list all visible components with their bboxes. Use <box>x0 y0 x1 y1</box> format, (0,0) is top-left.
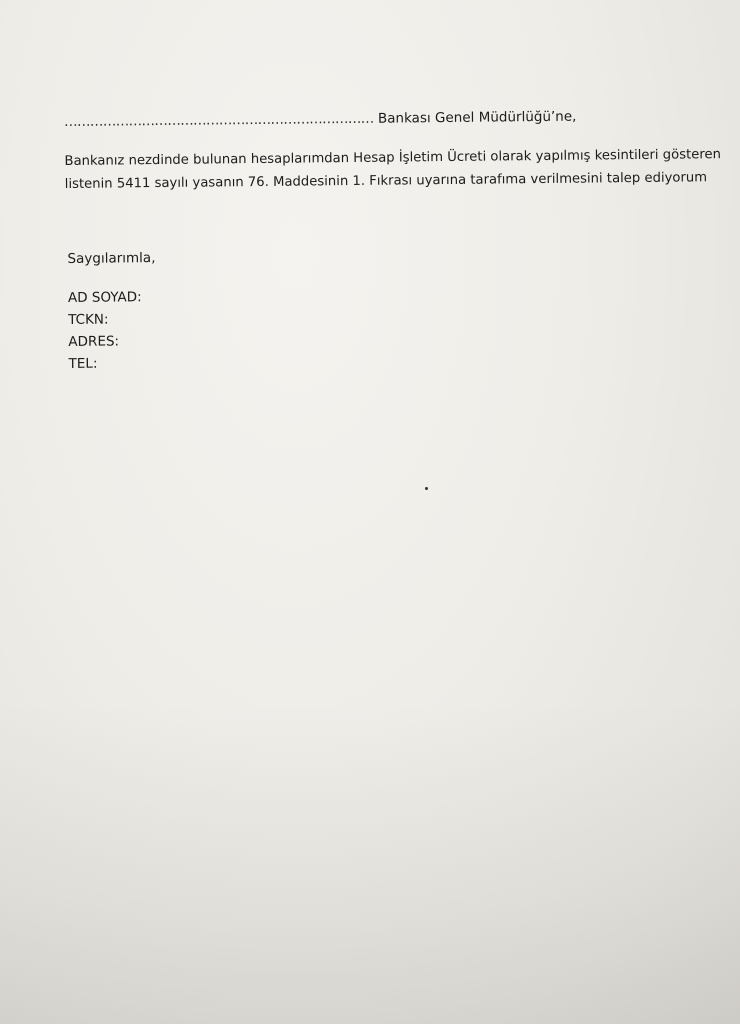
body-line-2: listenin 5411 sayılı yasanın 76. Maddesinin 1. Fıkrası uyarına tarafıma verilmesini talep ediyorum <box>64 170 708 192</box>
body-line-1: Bankanız nezdinde bulunan hesaplarımdan Hesap İşletim Ücreti olarak yapılmış kesintileri gösteren <box>64 147 722 169</box>
bank-name-blank: ……………………………………………………………… <box>64 110 374 130</box>
addressee-text: Bankası Genel Müdürlüğü’ne, <box>377 108 577 127</box>
letter-body <box>64 143 724 196</box>
closing-salutation: Saygılarımla, <box>67 250 156 267</box>
signature-fields <box>68 286 143 375</box>
paper-shadow <box>0 700 740 1024</box>
paper-speck <box>425 487 428 490</box>
phone-field-label: TEL: <box>68 355 98 372</box>
name-field-label: AD SOYAD: <box>67 289 142 306</box>
address-field-label: ADRES: <box>68 333 120 350</box>
tckn-field-label: TCKN: <box>68 311 109 328</box>
